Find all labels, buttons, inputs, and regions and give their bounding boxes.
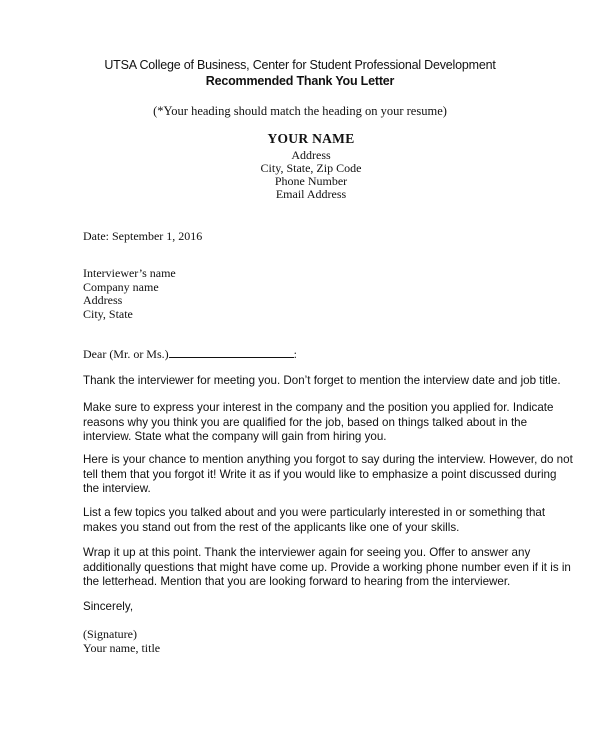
paragraph-line: interview. State what the company will gain from hiring you. xyxy=(83,430,387,443)
paragraph-line: Wrap it up at this point. Thank the interviewer again for seeing you. Offer to answer any xyxy=(83,546,531,559)
body-paragraph-3 xyxy=(83,453,573,497)
letter-date: Date: September 1, 2016 xyxy=(83,229,203,243)
sender-name: YOUR NAME xyxy=(267,131,355,146)
paragraph-line: reasons why you think you are qualified for the job, based on things talked about in the xyxy=(83,415,528,429)
body-paragraph-1 xyxy=(83,374,561,389)
sender-address: Address xyxy=(291,148,331,162)
institution-heading: UTSA College of Business, Center for Student Professional Development xyxy=(104,58,496,72)
paragraph-line: Here is your chance to mention anything you forgot to say during the interview. However, do not xyxy=(83,453,573,466)
paragraph-line: the letterhead. Mention that you are looking forward to hearing from the interviewer. xyxy=(83,575,511,588)
paragraph-line: makes you stand out from the rest of the applicants like one of your skills. xyxy=(83,520,460,534)
recipient-name: Interviewer’s name xyxy=(83,266,176,280)
salutation-suffix: : xyxy=(293,347,297,361)
body-paragraph-5 xyxy=(83,546,571,590)
recipient-city-state: City, State xyxy=(83,307,133,321)
heading-note: (*Your heading should match the heading on your resume) xyxy=(153,104,447,118)
paragraph-line: Thank the interviewer for meeting you. Don’t forget to mention the interview date and job title. xyxy=(83,374,561,387)
salutation-blank-line xyxy=(169,347,294,358)
paragraph-line: List a few topics you talked about and you were particularly interested in or something that xyxy=(83,506,546,519)
closing: Sincerely, xyxy=(83,600,134,613)
body-paragraph-4 xyxy=(83,506,546,535)
recipient-address: Address xyxy=(83,293,123,307)
paragraph-line: additionally questions that might have come up. Provide a working phone number even if it is in xyxy=(83,560,571,574)
recipient-company: Company name xyxy=(83,280,159,294)
salutation xyxy=(83,347,297,362)
signature-name-title: Your name, title xyxy=(83,641,161,655)
sender-email: Email Address xyxy=(275,187,347,201)
body-paragraph-2 xyxy=(83,401,554,445)
sender-city-state-zip: City, State, Zip Code xyxy=(260,161,362,175)
salutation-prefix: Dear (Mr. or Ms.) xyxy=(83,347,169,361)
signature-label: (Signature) xyxy=(83,627,137,641)
sender-phone: Phone Number xyxy=(274,174,348,188)
paragraph-line: the interview. xyxy=(83,482,151,495)
paragraph-line: tell them that you forgot it! Write it as if you would like to emphasize a point discussed during xyxy=(83,467,557,481)
paragraph-line: Make sure to express your interest in the company and the position you applied for. Indicate xyxy=(83,401,554,414)
document-title: Recommended Thank You Letter xyxy=(205,74,395,88)
